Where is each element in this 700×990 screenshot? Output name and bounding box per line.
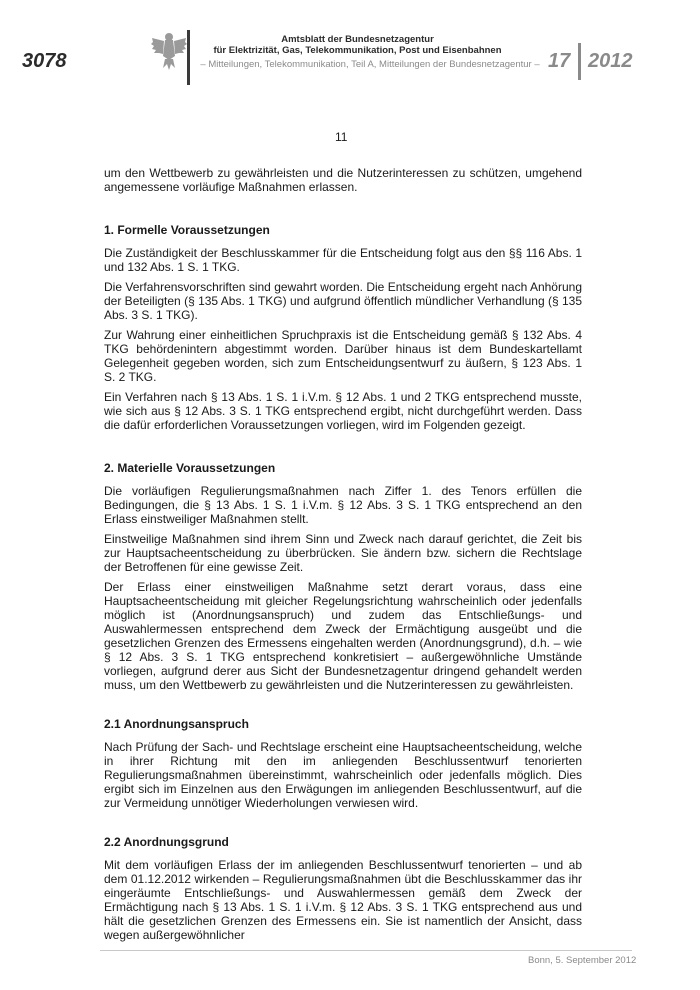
paragraph: Die vorläufigen Regulierungsmaßnahmen nach Ziffer 1. des Tenors erfüllen die Bedingungen, die § 13 Abs. 1 S. 1 i.V.m. § 12 Abs. 3 S. 1 TKG entsprechend an den Erlass einstweiliger Maßnahmen stellt. xyxy=(104,484,582,526)
paragraph: Die Zuständigkeit der Beschlusskammer für die Entscheidung folgt aus den §§ 116 Abs. 1 und 132 Abs. 1 S. 1 TKG. xyxy=(104,246,582,274)
issue-number: 17 xyxy=(548,50,571,72)
section-line: – Mitteilungen, Telekommunikation, Teil A, Mitteilungen der Bundesnetzagentur – xyxy=(200,59,540,70)
page-number: 3078 xyxy=(22,50,67,72)
section-heading: 2. Materielle Voraussetzungen xyxy=(104,461,276,475)
inner-page-number: 11 xyxy=(335,130,348,144)
document-body xyxy=(104,166,582,948)
gazette-subtitle-line: für Elektrizität, Gas, Telekommunikation, Post und Eisenbahnen xyxy=(213,45,502,56)
gazette-title-line: Amtsblatt der Bundesnetzagentur xyxy=(281,34,434,45)
paragraph: Nach Prüfung der Sach- und Rechtslage erscheint eine Hauptsacheentscheidung, welche in ihrer Richtung mit den im anliegenden Beschlussentwurf tenorierten Regulierungsmaßnahmen übereinstimmt, wahrscheinlich oder jedenfalls möglich. Dies ergibt sich im Einzelnen aus den Erwägungen im anliegenden Beschlussentwurf, auf die zur Vermeidung unnötiger Wiederholungen verwiesen wird. xyxy=(104,740,582,810)
paragraph: Ein Verfahren nach § 13 Abs. 1 S. 1 i.V.m. § 12 Abs. 1 und 2 TKG entsprechend musste, wie sich aus § 12 Abs. 3 S. 1 TKG entsprechend ergibt, nicht durchgeführt werden. Dass die dafür erforderlichen Voraussetzungen vorliegen, wird im Folgenden gezeigt. xyxy=(104,390,582,432)
issue-year: 2012 xyxy=(588,50,633,72)
paragraph: Der Erlass einer einstweiligen Maßnahme setzt derart voraus, dass eine Hauptsacheentscheidung mit gleicher Regelungsrichtung wahrscheinlich oder jedenfalls möglich ist (Anordnungsanspruch) und zudem das Entschließungs- und Auswahlermessen entsprechend dem Zweck der Ermächtigung ausgeübt und die gesetzlichen Grenzen des Ermessens eingehalten werden (Anordnungsgrund), d.h. – wie § 12 Abs. 3 S. 1 TKG entsprechend konkretisiert – außergewöhnliche Umstände vorliegen, aufgrund derer aus Sicht der Bundesnetzagentur dringend gehandelt werden muss, um den Wettbewerb zu gewährleisten und die Nutzerinteressen zu gewährleisten. xyxy=(104,580,582,692)
section-heading: 2.1 Anordnungsanspruch xyxy=(104,717,249,731)
paragraph: Mit dem vorläufigen Erlass der im anliegenden Beschlussentwurf tenorierten – und ab dem 01.12.2012 wirkenden – Regulierungsmaßnahmen übt die Beschlusskammer das ihr eingeräumte Entschließungs- und Auswahlermessen gemäß dem Zweck der Ermächtigung nach § 13 Abs. 1 S. 1 i.V.m. § 12 Abs. 3 S. 1 TKG entsprechend aus und hält die gesetzlichen Grenzen des Ermessens ein. Sie ist namentlich der Ansicht, dass wegen außergewöhnlicher xyxy=(104,858,582,942)
paragraph: Zur Wahrung einer einheitlichen Spruchpraxis ist die Entscheidung gemäß § 132 Abs. 4 TKG behördenintern abgestimmt worden. Darüber hinaus ist dem Bundeskartellamt Gelegenheit gegeben worden, sich zum Entscheidungsentwurf zu äußern, § 123 Abs. 1 S. 2 TKG. xyxy=(104,328,582,384)
intro-paragraph: um den Wettbewerb zu gewährleisten und die Nutzerinteressen zu schützen, umgehend angemessene vorläufige Maßnahmen erlassen. xyxy=(104,166,582,194)
gazette-title xyxy=(205,34,510,56)
footer-divider xyxy=(100,950,632,951)
section-heading: 2.2 Anordnungsgrund xyxy=(104,835,229,849)
issue-divider xyxy=(578,43,581,80)
footer-place-date: Bonn, 5. September 2012 xyxy=(528,955,637,966)
section-heading: 1. Formelle Voraussetzungen xyxy=(104,223,270,237)
paragraph: Einstweilige Maßnahmen sind ihrem Sinn und Zweck nach darauf gerichtet, die Zeit bis zur Hauptsacheentscheidung zu überbrücken. Sie ändern bzw. sichern die Rechtslage der Betroffenen für eine gewisse Zeit. xyxy=(104,532,582,574)
federal-eagle-icon xyxy=(150,30,188,74)
header-divider xyxy=(187,30,190,85)
paragraph: Die Verfahrensvorschriften sind gewahrt worden. Die Entscheidung ergeht nach Anhörung der Beteiligten (§ 135 Abs. 1 TKG) und aufgrund öffentlich mündlicher Verhandlung (§ 135 Abs. 3 S. 1 TKG). xyxy=(104,280,582,322)
